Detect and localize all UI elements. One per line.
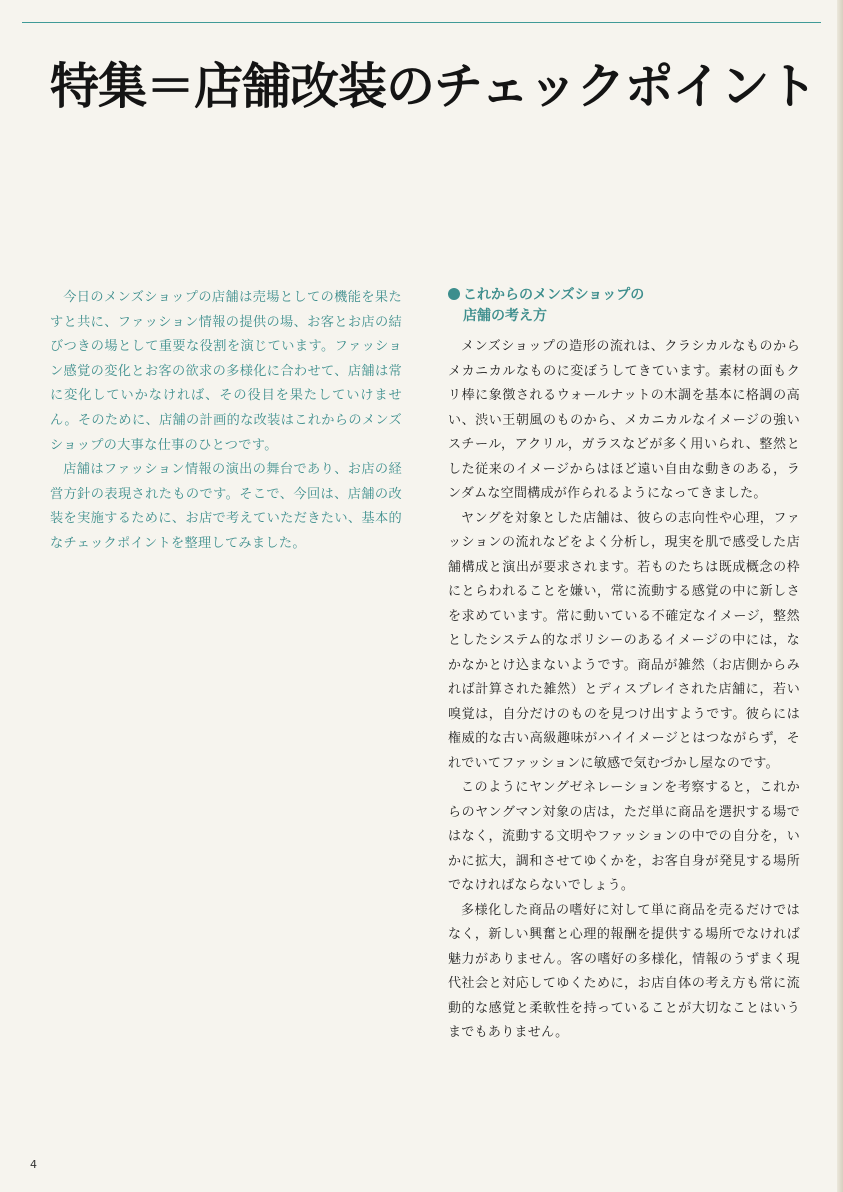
body-paragraph: このようにヤングゼネレーションを考察すると，これからのヤングマン対象の店は，ただ単に商品を選択する場ではなく，流動する文明やファッションの中での自分を，いかに拡大，調和させてゆくかを，お客自身が発見する場所でなければならないでしょう。: [448, 780, 800, 893]
section-heading-text: 店舗の考え方: [463, 308, 547, 324]
intro-block: [50, 286, 402, 557]
section-heading-text: これからのメンズショップの: [463, 287, 645, 303]
page-title: 特集＝店舗改装のチェックポイント: [50, 58, 817, 115]
page-edge-shadow: [837, 0, 843, 1192]
body-paragraph: メンズショップの造形の流れは、クラシカルなものからメカニカルなものに変ぼうしてきています。素材の面もクリ棒に象徴されるウォールナットの木調を基本に格調の高い、渋い王朝風のものから、メカニカルなイメージの強いスチール，アクリル，ガラスなどが多く用いられ、整然とした従来のイメージからはほど遠い自由な動きのある，ランダムな空間構成が作られるようになってきました。: [448, 339, 800, 501]
section-body: [448, 335, 800, 1046]
intro-paragraph: 店舗はファッション情報の演出の舞台であり、お店の経営方針の表現されたものです。そこで、今回は、店舗の改装を実施するために、お店で考えていただきたい、基本的なチェックポイントを整理してみました。: [50, 462, 402, 551]
bullet-icon: [448, 288, 460, 300]
intro-paragraph: 今日のメンズショップの店舗は売場としての機能を果たすと共に、ファッション情報の提供の場、お客とお店の結びつきの場として重要な役割を演じています。ファッション感覚の変化とお客の欲求の多様化に合わせて、店舗は常に変化していかなければ、その役目を果たしていけません。そのために、店舗の計画的な改装はこれからのメンズショップの大事な仕事のひとつです。: [50, 290, 402, 453]
top-rule: [22, 22, 821, 23]
page-number: 4: [30, 1158, 37, 1171]
section-heading: [448, 285, 800, 327]
body-paragraph: ヤングを対象とした店舗は、彼らの志向性や心理，ファッションの流れなどをよく分析し，現実を肌で感受した店舗構成と演出が要求されます。若ものたちは既成概念の枠にとらわれることを嫌い，常に流動する感覚の中に新しさを求めています。常に動いている不確定なイメージ，整然としたシステム的なポリシーのあるイメージの中には，なかなかとけ込まないようです。商品が雑然（お店側からみれば計算された雑然）とディスプレイされた店舗に，若い嗅覚は，自分だけのものを見つけ出すようです。彼らには権威的な古い高級趣味がハイイメージとはつながらず，それでいてファッションに敏感で気むづかし屋なのです。: [448, 510, 800, 771]
body-paragraph: 多様化した商品の嗜好に対して単に商品を売るだけではなく，新しい興奮と心理的報酬を提供する場所でなければ魅力がありません。客の嗜好の多様化，情報のうずまく現代社会と対応してゆくために，お店自体の考え方も常に流動的な感覚と柔軟性を持っていることが大切なことはいうまでもありません。: [448, 902, 800, 1040]
section-heading-line: [448, 285, 800, 306]
article-section: [448, 285, 800, 1046]
